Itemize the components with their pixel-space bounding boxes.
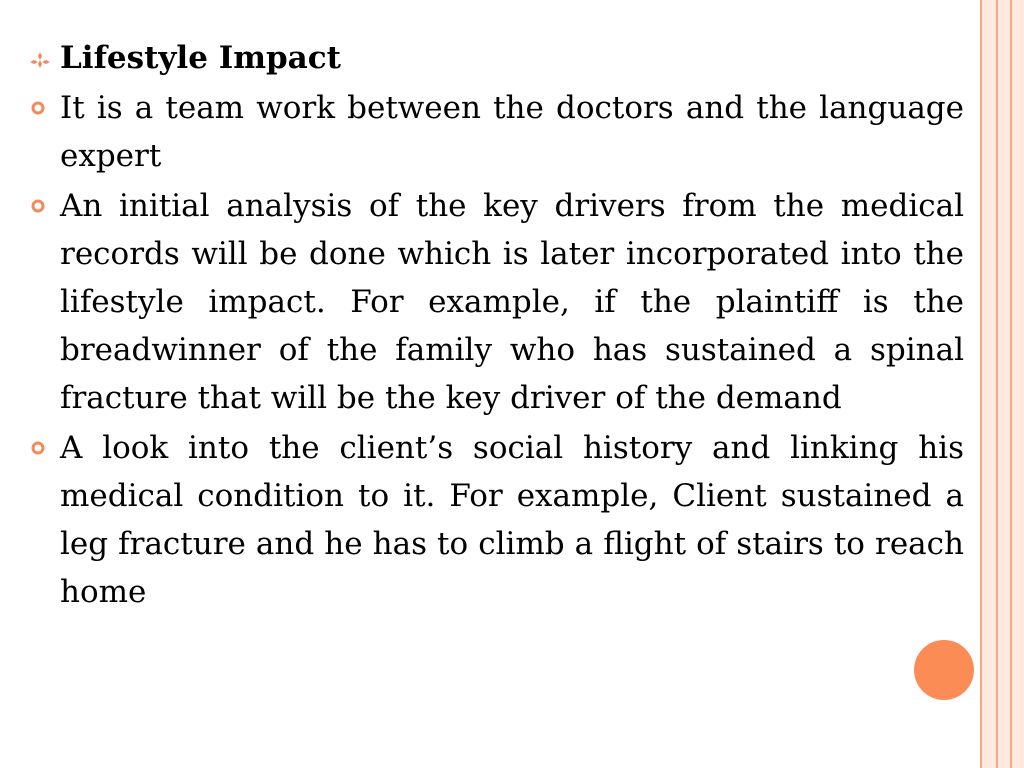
bullet-text: A look into the client’s social history and linking his medical condition to it. For example, Client sustained a leg fracture and he has to climb a flight of stairs to reach home [60, 430, 964, 610]
bullet-item [26, 182, 964, 422]
ring-bullet-icon [26, 182, 54, 230]
diamond-bullet-icon [26, 34, 54, 82]
slide-heading [26, 34, 964, 82]
slide-content [26, 34, 964, 618]
border-stripe [1010, 0, 1012, 768]
bullet-text: An initial analysis of the key drivers from the medical records will be done which is later incorporated into the lifestyle impact. For example, if the plaintiff is the breadwinner of the family who has sustained a spinal fracture that will be the key driver of the demand [60, 188, 964, 416]
ring-bullet-icon [26, 84, 54, 132]
ring-bullet-icon [26, 424, 54, 472]
right-decorative-border [980, 0, 1024, 768]
decorative-circle [914, 640, 974, 700]
bullet-item [26, 424, 964, 616]
border-stripe [980, 0, 982, 768]
heading-text: Lifestyle Impact [60, 40, 341, 76]
border-stripe [996, 0, 998, 768]
bullet-item [26, 84, 964, 180]
bullet-text: It is a team work between the doctors and the language expert [60, 90, 964, 174]
